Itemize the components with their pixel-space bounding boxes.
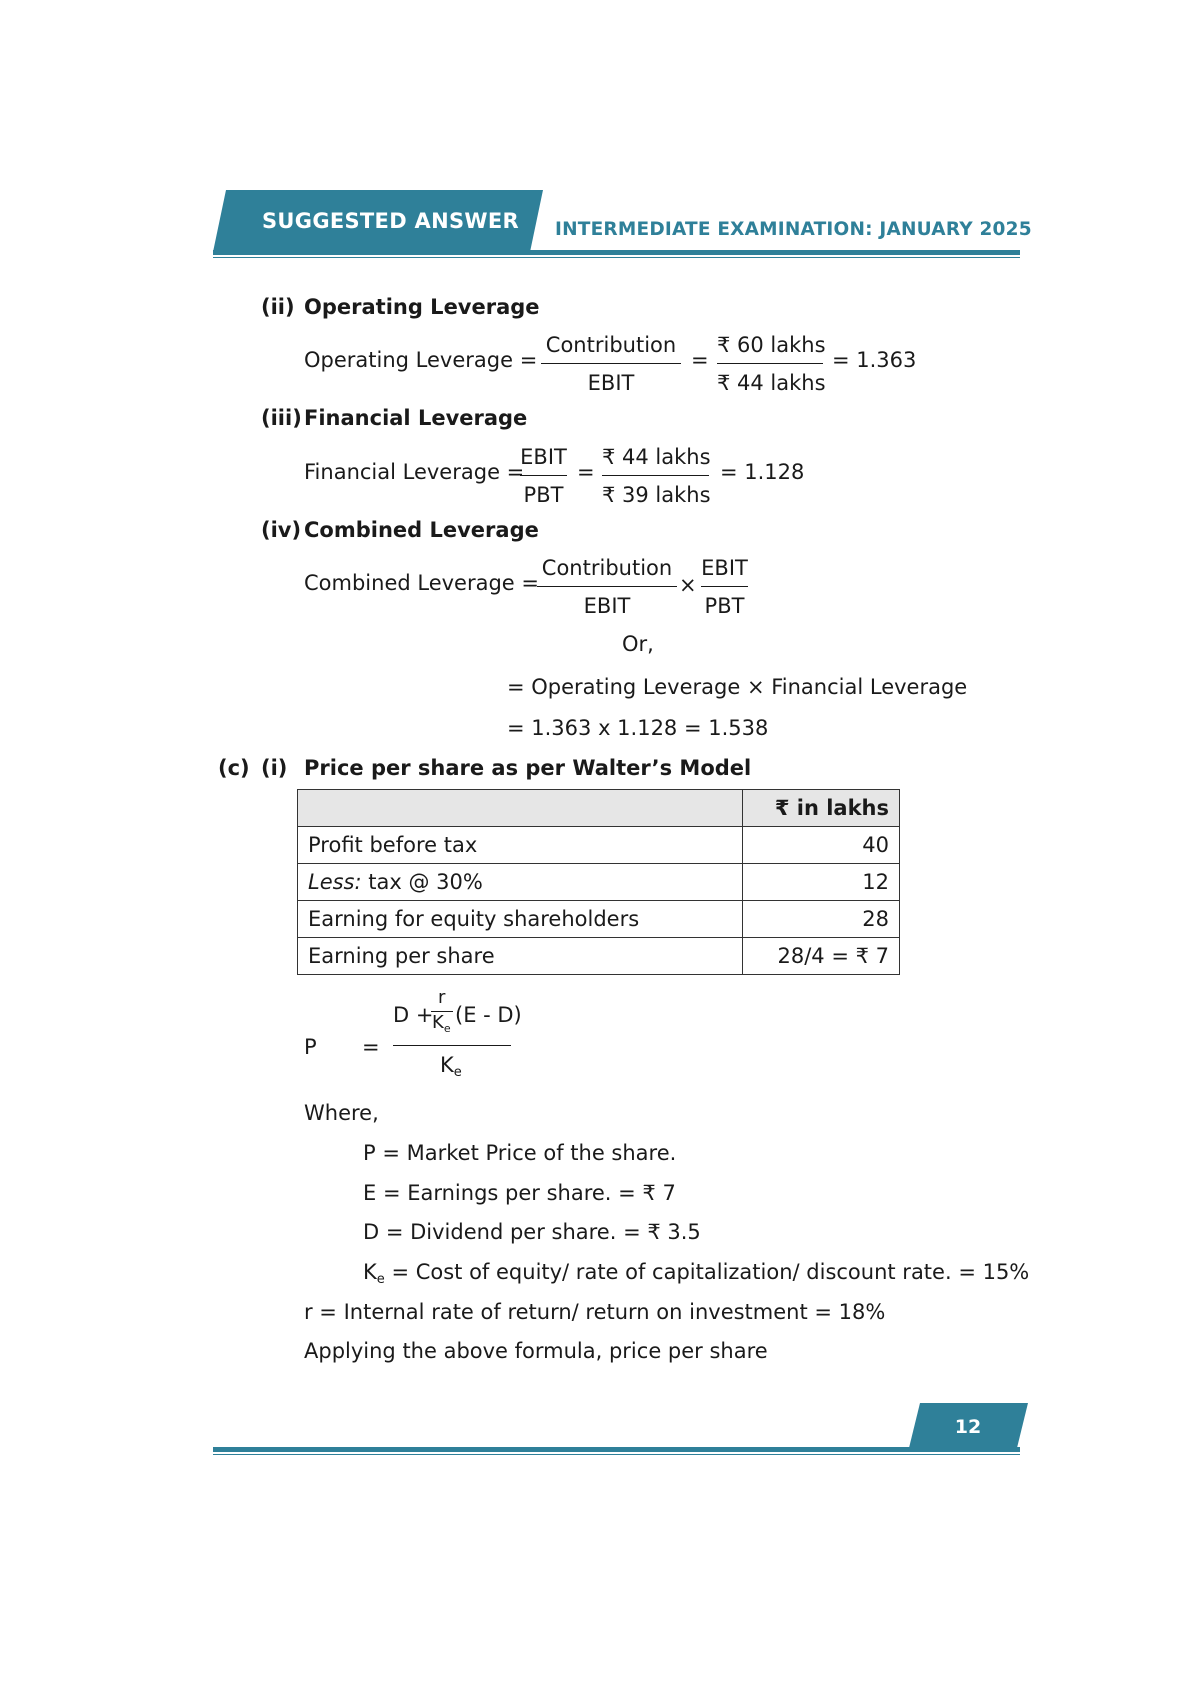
- cl-fraction-1: [537, 555, 677, 619]
- cl-times: ×: [679, 573, 697, 597]
- fraction-bar: [520, 475, 567, 476]
- row-value: 28: [743, 901, 900, 938]
- cl-num1: Contribution: [541, 556, 673, 580]
- fl-fraction-2: [602, 444, 709, 508]
- walter-num: (i): [261, 756, 288, 780]
- def-ke-text: = Cost of equity/ rate of capitalization/ discount rate. = 15%: [384, 1260, 1030, 1284]
- row-label-text: Earning per share: [308, 944, 495, 968]
- table-row: [298, 864, 900, 901]
- def-p: P = Market Price of the share.: [363, 1141, 677, 1165]
- table-header-row: [298, 790, 900, 827]
- main-fraction-bar: [393, 1045, 511, 1046]
- row-label-text: Profit before tax: [308, 833, 478, 857]
- fraction-bar: [602, 475, 709, 476]
- row-label: [298, 938, 743, 975]
- fl-num2: ₹ 44 lakhs: [602, 445, 711, 469]
- formula-e-minus-d: (E - D): [455, 1003, 522, 1027]
- ol-result: = 1.363: [832, 348, 917, 372]
- cl-line2: = 1.363 x 1.128 = 1.538: [507, 716, 769, 740]
- ol-den1: EBIT: [587, 371, 635, 395]
- table-row: [298, 938, 900, 975]
- fraction-bar: [717, 363, 823, 364]
- cl-heading: Combined Leverage: [304, 518, 539, 542]
- formula-ke-den: [440, 1052, 462, 1086]
- cl-num2: EBIT: [701, 556, 748, 580]
- row-value: 28/4 = ₹ 7: [743, 938, 900, 975]
- formula-k: K: [440, 1053, 454, 1077]
- def-ke: [363, 1259, 1029, 1293]
- table-header-blank: [298, 790, 743, 827]
- row-label-em: Less:: [308, 870, 362, 894]
- fraction-bar: [701, 586, 748, 587]
- formula-d-plus: D +: [393, 1003, 434, 1027]
- row-label-text: tax @ 30%: [361, 870, 483, 894]
- formula-ke-small: [432, 1012, 451, 1035]
- table-header-unit: ₹ in lakhs: [743, 790, 900, 827]
- cl-fraction-2: [701, 555, 748, 619]
- fl-den2: ₹ 39 lakhs: [602, 483, 711, 507]
- fraction-bar: [541, 363, 681, 364]
- cl-or: Or,: [622, 632, 654, 656]
- header-tab-label: SUGGESTED ANSWER: [262, 209, 519, 233]
- ol-num2: ₹ 60 lakhs: [717, 333, 826, 357]
- exam-title: INTERMEDIATE EXAMINATION: JANUARY 2025: [555, 219, 1032, 240]
- formula-eq: =: [362, 1035, 380, 1059]
- ol-eq: =: [691, 348, 709, 372]
- formula-sub-e: e: [443, 1022, 451, 1035]
- formula-p: P: [304, 1035, 317, 1059]
- row-label-text: Earning for equity shareholders: [308, 907, 640, 931]
- def-r: r = Internal rate of return/ return on investment = 18%: [304, 1300, 886, 1324]
- def-d: D = Dividend per share. = ₹ 3.5: [363, 1220, 701, 1244]
- row-label: [298, 864, 743, 901]
- table-row: [298, 827, 900, 864]
- table-row: [298, 901, 900, 938]
- cl-den1: EBIT: [583, 594, 631, 618]
- row-value: 12: [743, 864, 900, 901]
- walter-part: (c): [218, 756, 250, 780]
- fl-result: = 1.128: [720, 460, 805, 484]
- ol-fraction-2: [717, 332, 826, 396]
- ol-fraction-1: [541, 332, 681, 396]
- formula-k: K: [432, 1012, 444, 1033]
- fraction-bar: [537, 586, 677, 587]
- footer-rule-thin: [213, 1454, 1020, 1455]
- fl-num1: EBIT: [520, 445, 567, 469]
- row-label: [298, 901, 743, 938]
- page-number: 12: [954, 1416, 982, 1438]
- def-e: E = Earnings per share. = ₹ 7: [363, 1181, 676, 1205]
- header-rule-thin: [213, 257, 1020, 258]
- ol-den2: ₹ 44 lakhs: [717, 371, 826, 395]
- fl-fraction-1: [520, 444, 567, 508]
- def-ke-sub: e: [376, 1272, 385, 1287]
- formula-sub-e: e: [453, 1065, 462, 1080]
- where-label: Where,: [304, 1101, 379, 1125]
- walter-heading: Price per share as per Walter’s Model: [304, 756, 752, 780]
- fl-label: Financial Leverage =: [304, 460, 525, 484]
- fl-heading: Financial Leverage: [304, 406, 528, 430]
- fl-heading-num: (iii): [261, 406, 302, 430]
- header-rule: [213, 250, 1020, 255]
- row-label: [298, 827, 743, 864]
- eps-table: [297, 789, 900, 975]
- footer-rule: [213, 1447, 1020, 1452]
- formula-r: r: [438, 987, 446, 1008]
- cl-heading-num: (iv): [261, 518, 302, 542]
- ol-label: Operating Leverage =: [304, 348, 538, 372]
- cl-label: Combined Leverage =: [304, 571, 539, 595]
- fl-eq: =: [577, 460, 595, 484]
- ol-heading-num: (ii): [261, 295, 295, 319]
- cl-line1: = Operating Leverage × Financial Leverage: [507, 675, 968, 699]
- walter-formula: [393, 987, 522, 1082]
- fl-den1: PBT: [523, 483, 564, 507]
- cl-den2: PBT: [704, 594, 745, 618]
- def-ke-k: K: [363, 1260, 377, 1284]
- row-value: 40: [743, 827, 900, 864]
- ol-num1: Contribution: [545, 333, 677, 357]
- apply-text: Applying the above formula, price per share: [304, 1339, 768, 1363]
- ol-heading: Operating Leverage: [304, 295, 540, 319]
